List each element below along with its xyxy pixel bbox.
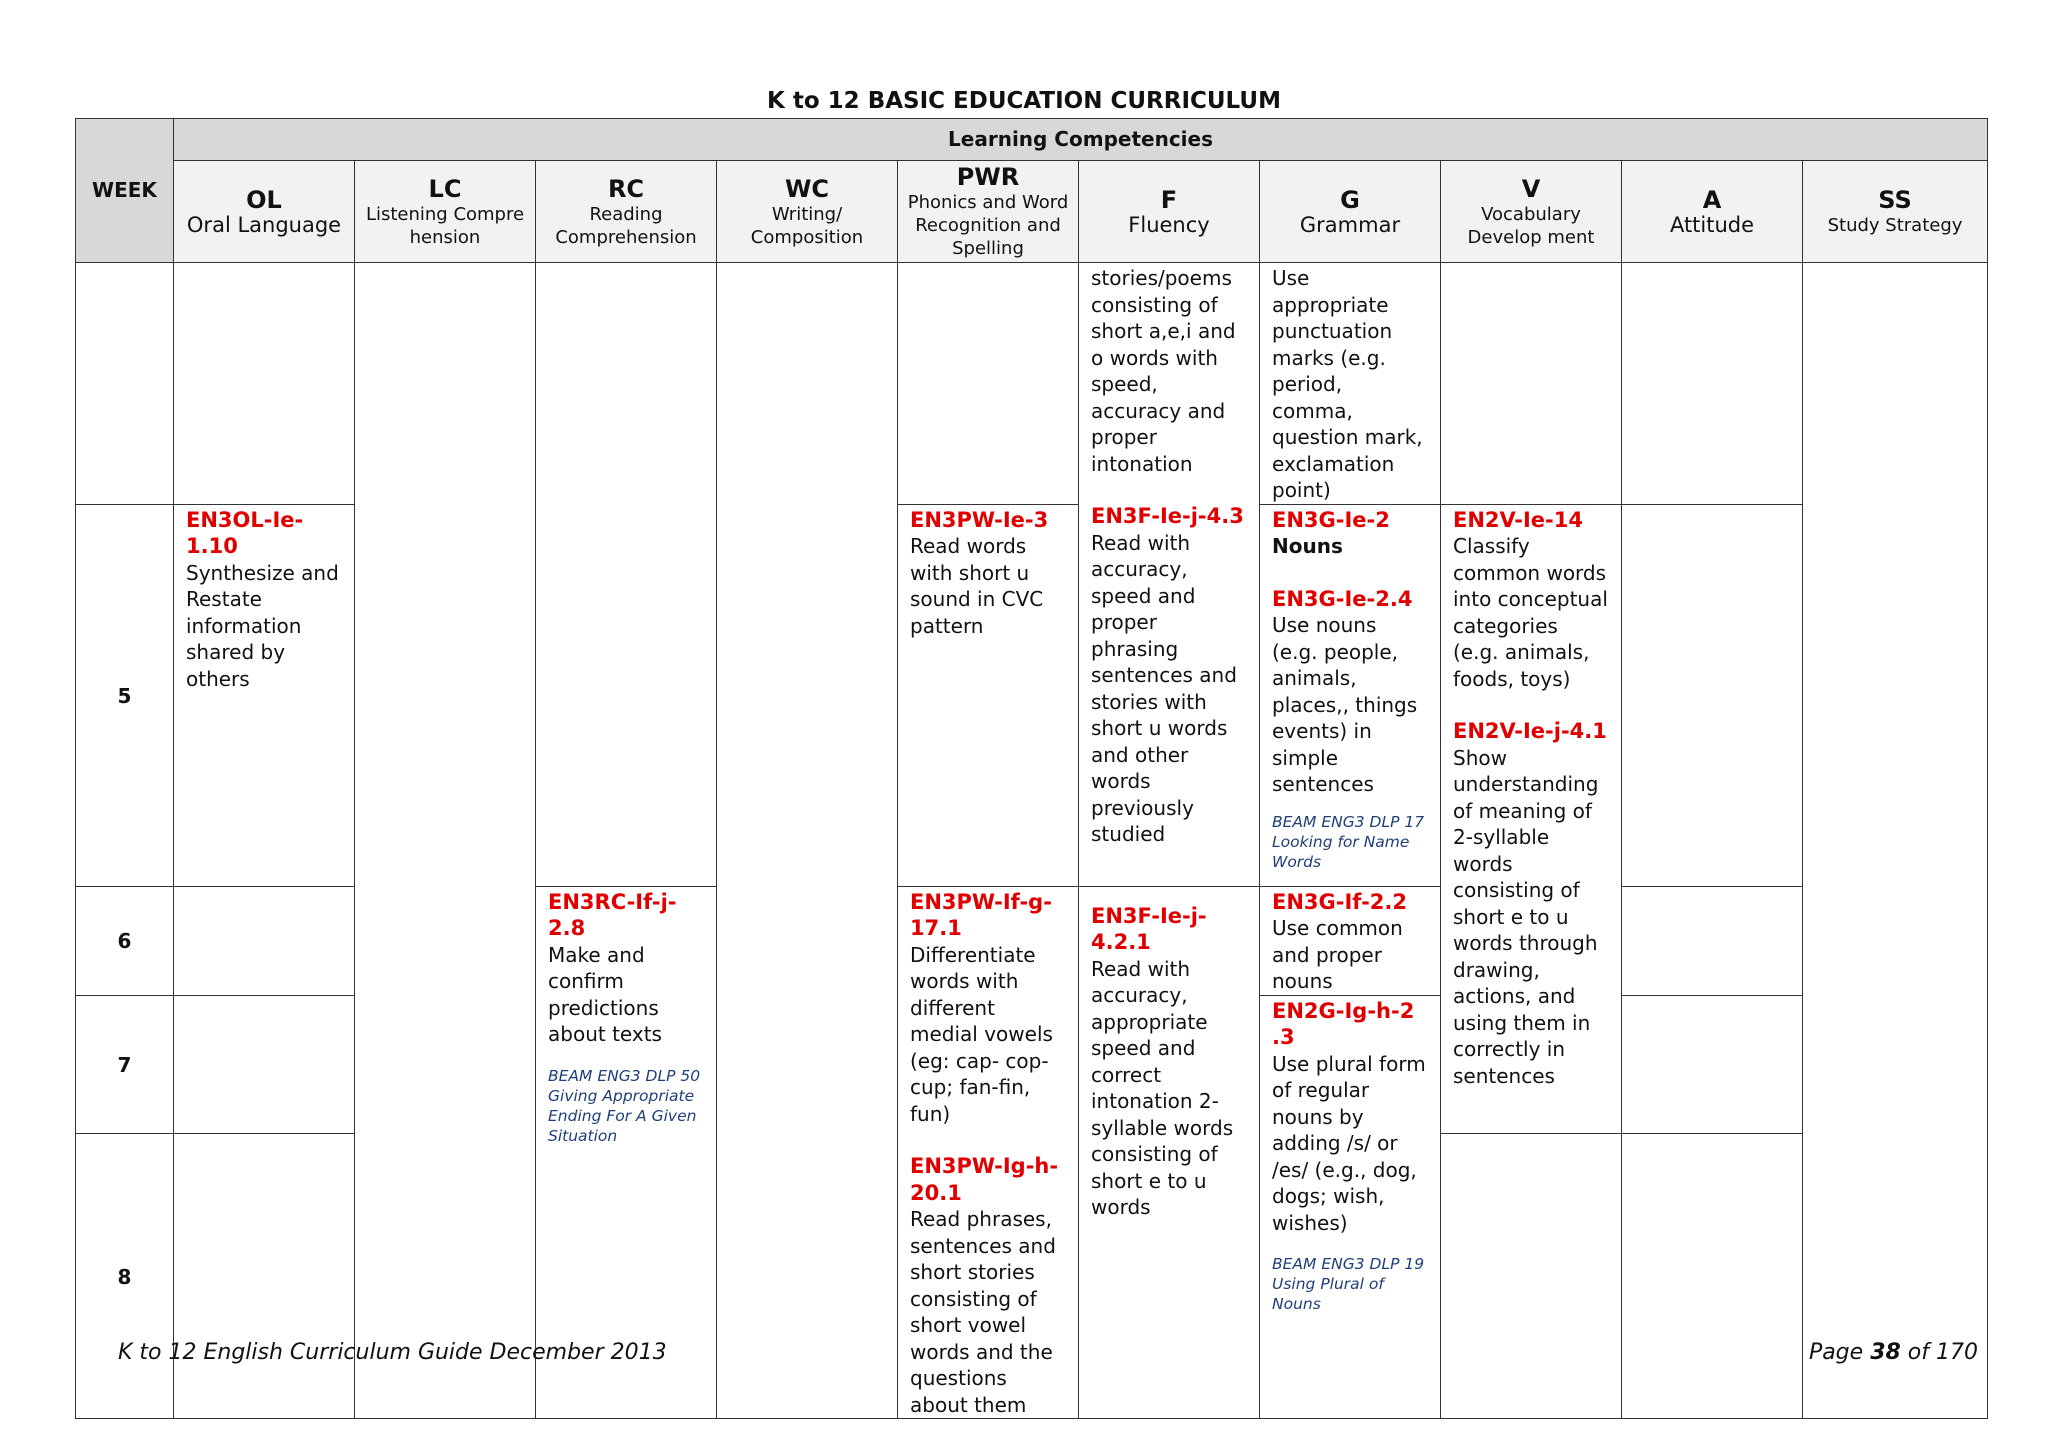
ol-cell-week8 bbox=[174, 1134, 355, 1419]
ol-cell bbox=[174, 263, 355, 505]
a-cell-week8 bbox=[1622, 1134, 1803, 1419]
ol-cell-week5: EN3OL-Ie-1.10 Synthesize and Restate information shared by others bbox=[174, 504, 355, 886]
col-header-f: F Fluency bbox=[1079, 161, 1260, 263]
ss-cell bbox=[1803, 263, 1988, 1419]
f-cell-week6: EN3F-Ie-j-4.2.1 Read with accuracy, appropriate speed and correct intonation 2-syllable words consisting of short e to u words bbox=[1079, 886, 1260, 1419]
footer-guide-title: K to 12 English Curriculum Guide December 2013 bbox=[118, 1340, 667, 1365]
a-cell bbox=[1622, 263, 1803, 505]
week-header: WEEK bbox=[76, 119, 174, 263]
ol-cell-week6 bbox=[174, 886, 355, 995]
pwr-cell bbox=[898, 263, 1079, 505]
a-cell-week5 bbox=[1622, 504, 1803, 886]
wc-cell bbox=[717, 263, 898, 1419]
rc-cell-week6: EN3RC-If-j-2.8 Make and confirm predictions about texts BEAM ENG3 DLP 50 Giving Appropriate Ending For A Given Situation bbox=[536, 886, 717, 1419]
learning-competencies-header: Learning Competencies bbox=[174, 119, 1988, 161]
g-cell-week5: EN3G-Ie-2 Nouns EN3G-Ie-2.4 Use nouns (e.g. people, animals, places,, things events) in simple sentences BEAM ENG3 DLP 17 Looking for Name Words bbox=[1260, 504, 1441, 886]
week-8: 8 bbox=[76, 1134, 174, 1419]
col-header-pwr: PWR Phonics and Word Recognition and Spelling bbox=[898, 161, 1079, 263]
col-header-wc: WC Writing/ Composition bbox=[717, 161, 898, 263]
pwr-cell-week6: EN3PW-If-g-17.1 Differentiate words with different medial vowels (eg: cap- cop-cup; fan-fin, fun) EN3PW-Ig-h-20.1 Read phrases, sentences and short stories consisting of short vowel words and the questions about them bbox=[898, 886, 1079, 1419]
col-header-rc: RC Reading Comprehension bbox=[536, 161, 717, 263]
curriculum-table bbox=[75, 118, 1988, 1419]
col-header-ol: OL Oral Language bbox=[174, 161, 355, 263]
g-cell-week7: EN2G-Ig-h-2 .3 Use plural form of regular nouns by adding /s/ or /es/ (e.g., dog, dogs; wish, wishes) BEAM ENG3 DLP 19 Using Plural of Nouns bbox=[1260, 995, 1441, 1419]
week-5: 5 bbox=[76, 504, 174, 886]
week-cell-blank bbox=[76, 263, 174, 505]
footer-page-number: Page 38 of 170 bbox=[1808, 1340, 1978, 1365]
col-header-ss: SS Study Strategy bbox=[1803, 161, 1988, 263]
beam-reference: BEAM ENG3 DLP 50 Giving Appropriate Ending For A Given Situation bbox=[548, 1066, 701, 1145]
g-cell-week6: EN3G-If-2.2 Use common and proper nouns bbox=[1260, 886, 1441, 995]
pwr-cell-week5: EN3PW-Ie-3 Read words with short u sound in CVC pattern bbox=[898, 504, 1079, 886]
col-header-v: V Vocabulary Develop ment bbox=[1441, 161, 1622, 263]
week-7: 7 bbox=[76, 995, 174, 1134]
v-cell-week5: EN2V-Ie-14 Classify common words into conceptual categories (e.g. animals, foods, toys) EN2V-Ie-j-4.1 Show understanding of meaning of 2-syllable words consisting of short e to u words through drawing, actions, and using them in correctly in sentences bbox=[1441, 504, 1622, 1134]
g-cell-cont: Use appropriate punctuation marks (e.g. period, comma, question mark, exclamation point) bbox=[1260, 263, 1441, 505]
beam-reference: BEAM ENG3 DLP 17 Looking for Name Words bbox=[1272, 812, 1425, 871]
f-cell-week5: stories/poems consisting of short a,e,i and o words with speed, accuracy and proper intonation EN3F-Ie-j-4.3 Read with accuracy, speed and proper phrasing sentences and stories with short u words and other words previously studied bbox=[1079, 263, 1260, 887]
rc-cell bbox=[536, 263, 717, 887]
ol-cell-week7 bbox=[174, 995, 355, 1134]
v-cell bbox=[1441, 263, 1622, 505]
beam-reference: BEAM ENG3 DLP 19 Using Plural of Nouns bbox=[1272, 1255, 1425, 1313]
a-cell-week7 bbox=[1622, 995, 1803, 1134]
col-header-g: G Grammar bbox=[1260, 161, 1441, 263]
col-header-lc: LC Listening Compre hension bbox=[355, 161, 536, 263]
a-cell-week6 bbox=[1622, 886, 1803, 995]
week-6: 6 bbox=[76, 886, 174, 995]
lc-cell bbox=[355, 263, 536, 1419]
v-cell-week8 bbox=[1441, 1134, 1622, 1419]
document-title: K to 12 BASIC EDUCATION CURRICULUM bbox=[767, 88, 1281, 114]
col-header-a: A Attitude bbox=[1622, 161, 1803, 263]
